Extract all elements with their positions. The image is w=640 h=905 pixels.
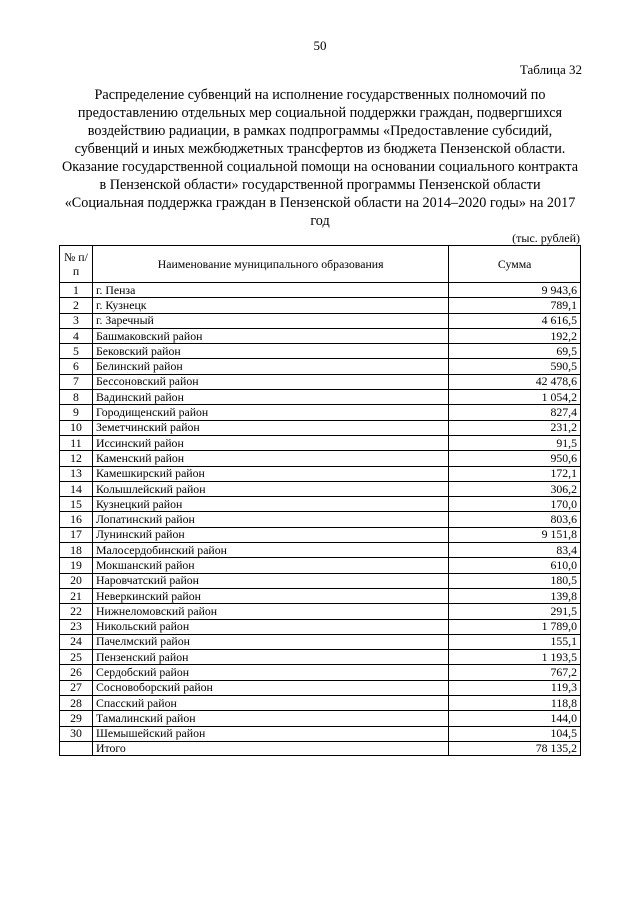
municipality-name: Нижнеломовский район — [92, 604, 448, 619]
page-number: 50 — [313, 38, 327, 53]
municipality-name: Мокшанский район — [92, 558, 448, 573]
table-row — [60, 435, 581, 450]
table-row — [60, 512, 581, 527]
row-number: 9 — [60, 405, 93, 420]
header-sum: Сумма — [449, 246, 581, 283]
municipality-name: Бессоновский район — [92, 374, 448, 389]
table-row — [60, 283, 581, 298]
table-row — [60, 497, 581, 512]
table-row — [60, 359, 581, 374]
row-sum: 69,5 — [449, 344, 581, 359]
municipality-name: г. Пенза — [92, 283, 448, 298]
municipality-name: Башмаковский район — [92, 328, 448, 343]
row-number: 21 — [60, 588, 93, 603]
table-row — [60, 390, 581, 405]
municipality-name: Лунинский район — [92, 527, 448, 542]
municipality-name: Спасский район — [92, 696, 448, 711]
row-number: 30 — [60, 726, 93, 741]
table-row — [60, 650, 581, 665]
total-num-cell — [60, 741, 93, 755]
row-number: 4 — [60, 328, 93, 343]
total-sum: 78 135,2 — [449, 741, 581, 755]
table-row — [60, 527, 581, 542]
row-sum: 104,5 — [449, 726, 581, 741]
row-sum: 172,1 — [449, 466, 581, 481]
row-sum: 231,2 — [449, 420, 581, 435]
row-sum: 139,8 — [449, 588, 581, 603]
municipality-name: Иссинский район — [92, 435, 448, 450]
row-number: 13 — [60, 466, 93, 481]
row-sum: 950,6 — [449, 451, 581, 466]
row-number: 22 — [60, 604, 93, 619]
municipality-name: Наровчатский район — [92, 573, 448, 588]
municipality-name: Бековский район — [92, 344, 448, 359]
row-sum: 42 478,6 — [449, 374, 581, 389]
table-row — [60, 374, 581, 389]
row-sum: 590,5 — [449, 359, 581, 374]
row-number: 16 — [60, 512, 93, 527]
table-row — [60, 405, 581, 420]
table-row — [60, 711, 581, 726]
row-number: 27 — [60, 680, 93, 695]
table-row — [60, 726, 581, 741]
municipality-name: Пензенский район — [92, 650, 448, 665]
row-sum: 1 054,2 — [449, 390, 581, 405]
municipality-name: Городищенский район — [92, 405, 448, 420]
row-number: 8 — [60, 390, 93, 405]
table-label: Таблица 32 — [519, 62, 582, 77]
row-number: 20 — [60, 573, 93, 588]
table-row — [60, 313, 581, 328]
table-row — [60, 619, 581, 634]
municipality-name: Кузнецкий район — [92, 497, 448, 512]
municipality-name: Пачелмский район — [92, 634, 448, 649]
municipality-name: Белинский район — [92, 359, 448, 374]
municipality-name: г. Заречный — [92, 313, 448, 328]
row-number: 18 — [60, 543, 93, 558]
row-sum: 155,1 — [449, 634, 581, 649]
row-number: 25 — [60, 650, 93, 665]
municipality-name: Камешкирский район — [92, 466, 448, 481]
municipality-name: Сердобский район — [92, 665, 448, 680]
table-row — [60, 328, 581, 343]
municipality-name: Малосердобинский район — [92, 543, 448, 558]
row-sum: 118,8 — [449, 696, 581, 711]
table-row — [60, 344, 581, 359]
row-sum: 291,5 — [449, 604, 581, 619]
municipality-name: Неверкинский район — [92, 588, 448, 603]
row-sum: 1 789,0 — [449, 619, 581, 634]
header-num: № п/п — [60, 246, 93, 283]
row-sum: 9 151,8 — [449, 527, 581, 542]
municipality-name: Земетчинский район — [92, 420, 448, 435]
row-number: 14 — [60, 481, 93, 496]
municipality-name: Никольский район — [92, 619, 448, 634]
municipality-name: Шемышейский район — [92, 726, 448, 741]
row-number: 12 — [60, 451, 93, 466]
row-number: 23 — [60, 619, 93, 634]
table-row — [60, 298, 581, 313]
municipality-name: Тамалинский район — [92, 711, 448, 726]
row-number: 1 — [60, 283, 93, 298]
row-sum: 192,2 — [449, 328, 581, 343]
table-row — [60, 573, 581, 588]
row-sum: 144,0 — [449, 711, 581, 726]
row-sum: 83,4 — [449, 543, 581, 558]
row-number: 5 — [60, 344, 93, 359]
table-row — [60, 696, 581, 711]
municipality-name: Сосновоборский район — [92, 680, 448, 695]
row-sum: 767,2 — [449, 665, 581, 680]
row-number: 11 — [60, 435, 93, 450]
header-name: Наименование муниципального образования — [92, 246, 448, 283]
row-number: 29 — [60, 711, 93, 726]
table-body — [60, 283, 581, 742]
row-number: 17 — [60, 527, 93, 542]
row-sum: 180,5 — [449, 573, 581, 588]
total-label: Итого — [92, 741, 448, 755]
table-row — [60, 588, 581, 603]
row-number: 28 — [60, 696, 93, 711]
document-title: Распределение субвенций на исполнение государственных полномочий по предоставлению отдельных мер социальной поддержки граждан, подвергшихся воздействию радиации, в рамках подпрограммы «Предоставление субсидий, субвенций и иных межбюджетных трансфертов из бюджета Пензенской области. Оказание государственной социальной помощи на основании социального контракта в Пензенской области» государственной программы Пензенской области «Социальная поддержка граждан в Пензенской области на 2014–2020 годы» на 2017 год — [61, 87, 579, 229]
row-number: 3 — [60, 313, 93, 328]
row-sum: 306,2 — [449, 481, 581, 496]
row-number: 2 — [60, 298, 93, 313]
row-sum: 4 616,5 — [449, 313, 581, 328]
row-sum: 119,3 — [449, 680, 581, 695]
table-header-row — [60, 246, 581, 283]
row-number: 26 — [60, 665, 93, 680]
row-sum: 803,6 — [449, 512, 581, 527]
row-sum: 170,0 — [449, 497, 581, 512]
row-number: 24 — [60, 634, 93, 649]
municipality-name: г. Кузнецк — [92, 298, 448, 313]
row-sum: 789,1 — [449, 298, 581, 313]
table-row — [60, 634, 581, 649]
municipality-name: Вадинский район — [92, 390, 448, 405]
row-sum: 610,0 — [449, 558, 581, 573]
municipality-name: Колышлейский район — [92, 481, 448, 496]
table-row — [60, 680, 581, 695]
row-number: 19 — [60, 558, 93, 573]
subvention-table — [59, 245, 581, 756]
table-row — [60, 665, 581, 680]
table-row — [60, 558, 581, 573]
row-number: 10 — [60, 420, 93, 435]
table-row — [60, 604, 581, 619]
municipality-name: Лопатинский район — [92, 512, 448, 527]
table-row — [60, 481, 581, 496]
units-note: (тыс. рублей) — [512, 231, 580, 245]
table-row — [60, 420, 581, 435]
row-sum: 827,4 — [449, 405, 581, 420]
row-number: 15 — [60, 497, 93, 512]
municipality-name: Каменский район — [92, 451, 448, 466]
table-row — [60, 451, 581, 466]
table-row — [60, 543, 581, 558]
row-number: 7 — [60, 374, 93, 389]
row-sum: 91,5 — [449, 435, 581, 450]
row-sum: 9 943,6 — [449, 283, 581, 298]
total-row — [60, 741, 581, 755]
row-number: 6 — [60, 359, 93, 374]
table-row — [60, 466, 581, 481]
row-sum: 1 193,5 — [449, 650, 581, 665]
